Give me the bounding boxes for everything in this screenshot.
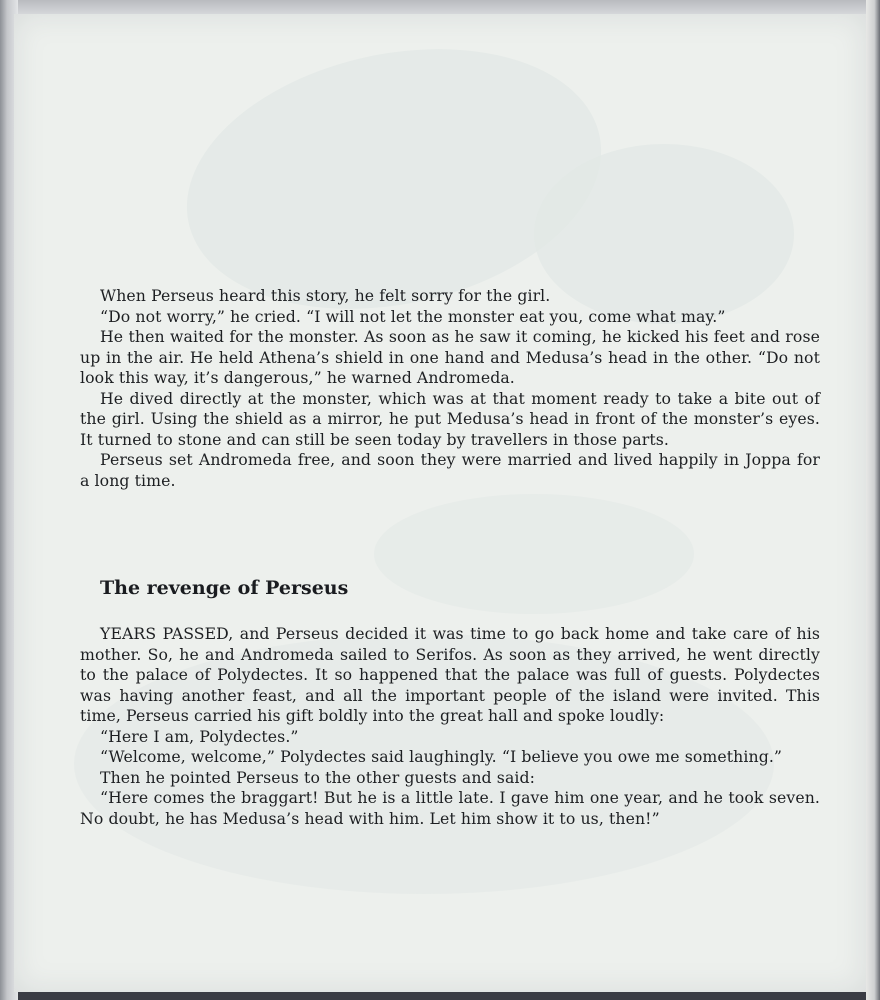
paragraph: “Welcome, welcome,” Polydectes said laughingly. “I believe you owe me something.” bbox=[100, 747, 783, 766]
paragraph: Then he pointed Perseus to the other guests and said: bbox=[100, 767, 536, 787]
paragraph: When Perseus heard this story, he felt sorry for the girl. bbox=[100, 286, 551, 305]
paragraph: “Here comes the braggart! But he is a little late. I gave him one year, and he took seven. No doubt, he has Medusa’s head with him. Let him show it to us, then!” bbox=[80, 788, 820, 828]
paragraph: Perseus set Andromeda free, and soon they were married and lived happily in Joppa for a long time. bbox=[80, 450, 820, 490]
paragraph: He dived directly at the monster, which was at that moment ready to take a bite out of the girl. Using the shield as a mirror, he put Medusa’s head in front of the monster’s eyes. It turned to stone and can still be seen today by travellers in those parts. bbox=[80, 388, 820, 449]
paragraph: He then waited for the monster. As soon as he saw it coming, he kicked his feet and rose up in the air. He held Athena’s shield in one hand and Medusa’s head in the other. “Do not look this way, it’s dangerous,” he warned Andromeda. bbox=[80, 327, 820, 387]
book-page bbox=[14, 14, 866, 992]
story-text-part2 bbox=[80, 624, 820, 829]
section-heading: The revenge of Perseus bbox=[100, 577, 349, 599]
page-edge-right bbox=[866, 0, 880, 1000]
faded-illustration-shape bbox=[374, 494, 694, 614]
story-text-part1 bbox=[80, 286, 820, 491]
paragraph: YEARS PASSED, and Perseus decided it was time to go back home and take care of his mother. So, he and Andromeda sailed to Serifos. As soon as they arrived, he went directly to the palace of Polydectes. It so happened that the palace was full of guests. Polydectes was having another feast, and all the important people of the island were invited. This time, Perseus carried his gift boldly into the great hall and spoke loudly: bbox=[80, 624, 820, 725]
paragraph: “Do not worry,” he cried. “I will not let the monster eat you, come what may.” bbox=[100, 306, 726, 326]
paragraph: “Here I am, Polydectes.” bbox=[100, 726, 299, 746]
